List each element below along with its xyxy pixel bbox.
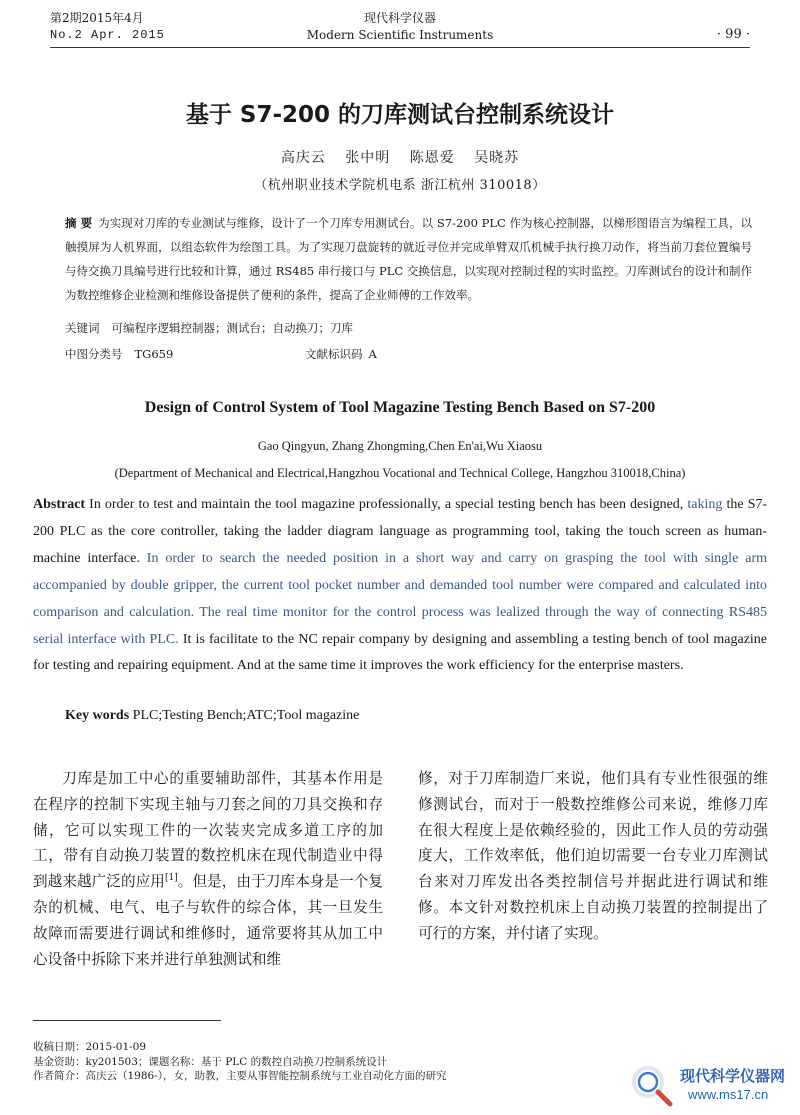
- title-en: Design of Control System of Tool Magazine Testing Bench Based on S7-200: [144, 399, 656, 416]
- authors-en: Gao Qingyun, Zhang Zhongming,Chen En'ai,Wu Xiaosu: [257, 439, 543, 453]
- keywords-cn: [65, 320, 353, 336]
- abstract-en-part4: In order to search the needed position in a short way and carry on grasping the tool with single arm accompanied by double gripper, the current tool pocket number and demanded tool number were compared and calculated into comparison and calculation. The real time monitor for the control process was lealized through the way of connecting RS485 serial interface with PLC.: [33, 550, 767, 647]
- keywords-cn-text: 可编程序逻辑控制器；测试台；自动换刀；刀库: [111, 321, 353, 335]
- abstract-cn-label: 摘 要: [65, 216, 93, 230]
- document-code: [305, 346, 377, 362]
- clc-value: TG659: [134, 347, 174, 361]
- site-watermark: [628, 1062, 793, 1108]
- abstract-en: [33, 492, 767, 680]
- author-bio: 作者简介：高庆云（1986-），女，助教，主要从事智能控制系统与工业自动化方面的研究: [33, 1070, 447, 1082]
- watermark-url: www.ms17.cn: [688, 1087, 769, 1102]
- footnotes: [33, 1040, 447, 1084]
- citation-ref: [1]: [164, 873, 178, 884]
- authors-cn: 高庆云 张中明 陈恩爱 吴晓苏: [280, 150, 520, 166]
- page-number: · 99 ·: [716, 27, 750, 42]
- footnote-divider: [33, 1020, 221, 1021]
- keywords-en-text: PLC;Testing Bench;ATC;Tool magazine: [132, 708, 360, 723]
- abstract-cn-text: 为实现对刀库的专业测试与维修，设计了一个刀库专用测试台。以 S7-200 PLC 作为核心控制器，以梯形图语言为编程工具，以触摸屏为人机界面，以组态软件为绘图工具。为了实现刀盘旋转的就近寻位并完成单臂双爪机械手执行换刀动作，将当前刀套位置编号与待交换刀具编号进行比较和计算，通过 RS485 串行接口与 PLC 交换信息，以实现对控制过程的实时监控。刀库测试台的设计和制作为数控维修企业检测和维修设备提供了便利的条件，提高了企业师傅的工作效率。: [65, 216, 752, 302]
- affiliation-en: (Department of Mechanical and Electrical,Hangzhou Vocational and Technical College, Hangzhou 310018,China): [114, 466, 686, 480]
- doc-code-label: 文献标识码: [305, 347, 363, 361]
- fund-info: 基金资助：ky201503；课题名称：基于 PLC 的数控自动换刀控制系统设计: [33, 1055, 388, 1068]
- keywords-en-label: Key words: [65, 708, 130, 723]
- clc-label: 中图分类号: [65, 347, 123, 361]
- body-left-text-1: 刀库是加工中心的重要辅助部件，其基本作用是在程序的控制下实现主轴与刀套之间的刀具交换和存储，它可以实现工件的一次装夹完成多道工序的加工，带有自动换刀装置的数控机床在现代制造业中得到越来越广泛的应用: [33, 770, 383, 891]
- clc-number: [65, 346, 173, 362]
- issue-en: No.2 Apr. 2015: [50, 28, 165, 42]
- abstract-en-label: Abstract: [33, 497, 86, 512]
- header-divider: [50, 47, 750, 48]
- affiliation-cn: （杭州职业技术学院机电系 浙江杭州 310018）: [254, 178, 546, 193]
- keywords-cn-label: 关键词: [65, 321, 100, 335]
- journal-cn: 现代科学仪器: [363, 11, 436, 25]
- issue-cn: 第2期2015年4月: [50, 11, 144, 25]
- doc-code-value: A: [368, 347, 377, 361]
- magnifier-logo-icon: [628, 1062, 678, 1108]
- watermark-site-name: 现代科学仪器网: [680, 1067, 786, 1085]
- abstract-en-part3: the S7-200 PLC as the core controller, taking the ladder diagram language as programming tool, taking the touch screen as human-machine interface.: [33, 497, 768, 566]
- body-left-text-2: 。但是，由于刀库本身是一个复杂的机械、电气、电子与软件的综合体，其一旦发生故障而需要进行调试和维修时，通常要将其从加工中心设备中拆除下来并进行单独测试和维: [33, 873, 383, 968]
- abstract-cn: [65, 211, 752, 307]
- journal-name: [250, 10, 550, 44]
- issue-info: [50, 10, 165, 44]
- title-cn: 基于 S7-200 的刀库测试台控制系统设计: [185, 102, 615, 128]
- abstract-en-part2: taking: [687, 497, 723, 512]
- journal-en: Modern Scientific Instruments: [306, 28, 494, 42]
- body-column-right: 修，对于刀库制造厂来说，他们具有专业性很强的维修测试台，而对于一般数控维修公司来说，维修刀库在很大程度上是依赖经验的，因此工作人员的劳动强度大，工作效率低，他们迫切需要一台专业刀库测试台来对刀库发出各类控制信号并据此进行调试和维修。本文针对数控机床上自动换刀装置的控制提出了可行的方案，并付诸了实现。: [418, 770, 768, 942]
- keywords-en: [65, 708, 359, 724]
- body-column-left: [33, 766, 383, 972]
- received-date: 收稿日期：2015-01-09: [33, 1041, 147, 1053]
- abstract-en-part1: In order to test and maintain the tool magazine professionally, a special testing bench has been designed,: [89, 497, 684, 512]
- abstract-en-part5: It is facilitate to the NC repair company by designing and assembling a testing bench of tool magazine for testing and repairing equipment. And at the same time it improves the work efficiency for the enterprise masters.: [33, 631, 768, 674]
